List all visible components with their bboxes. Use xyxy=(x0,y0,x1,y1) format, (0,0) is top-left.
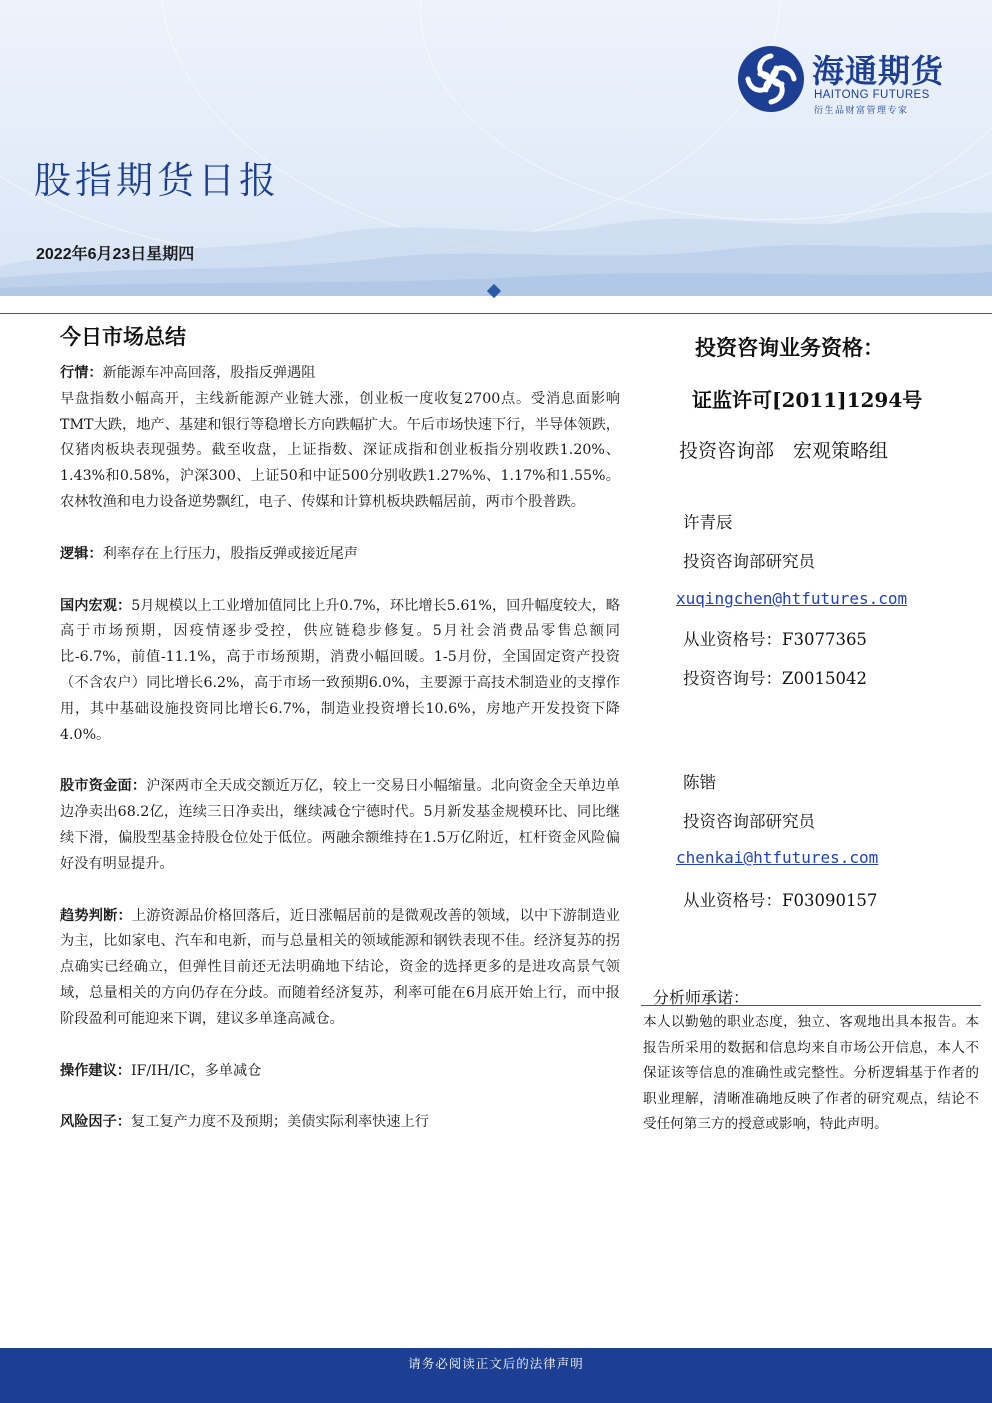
analyst-certificate: 从业资格号：F3077365 xyxy=(683,630,867,649)
paragraph-body: 上游资源品价格回落后，近日涨幅居前的是微观改善的领域，以中下游制造业为主，比如家电、汽车和电新，而与总量相关的领域能源和钢铁表现不佳。经济复苏的拐点确实已经确立，但弹性目前还无法明确地下结论，资金的选择更多的是进攻高景气领域，总量相关的方向仍存在分歧。而随着经济复苏，利率可能在6月底开始上行，而中报阶段盈利可能迎来下调，建议多单逢高减仓。 xyxy=(60,907,620,1027)
logo-chinese-name: 海通期货 xyxy=(812,52,945,90)
paragraph-body: 复工复产力度不及预期；美债实际利率快速上行 xyxy=(130,1114,429,1131)
analyst-role: 投资咨询部研究员 xyxy=(683,812,815,831)
analyst-name: 许青辰 xyxy=(683,513,733,532)
analyst-consult-number: 投资咨询号：Z0015042 xyxy=(683,669,867,688)
summary-paragraph-trend xyxy=(60,904,620,1033)
qualification-title: 投资咨询业务资格： xyxy=(695,335,884,360)
report-header xyxy=(0,0,992,296)
summary-paragraph-macro xyxy=(60,594,620,749)
report-date: 2022年6月23日星期四 xyxy=(36,246,195,263)
logo-swirl-icon xyxy=(738,46,804,112)
summary-paragraph-logic xyxy=(60,542,620,568)
report-title: 股指期货日报 xyxy=(34,159,280,202)
paragraph-body: 5月规模以上工业增加值同比上升0.7%，环比增长5.61%，回升幅度较大，略高于市场预期，因疫情逐步受控，供应链稳步修复。5月社会消费品零售总额同比-6.7%，前值-11.1%，高于市场预期，消费小幅回暖。1-5月份，全国固定资产投资（不含农户）同比增长6.2%，高于市场一致预期6.0%，主要源于高技术制造业的支撑作用，其中基础设施投资同比增长6.7%，制造业投资增长10.6%，房地产开发投资下降4.0%。 xyxy=(60,597,620,743)
analyst-name: 陈锴 xyxy=(683,773,716,792)
analyst-email-link[interactable]: xuqingchen@htfutures.com xyxy=(676,589,908,608)
paragraph-body: IF/IH/IC，多单减仓 xyxy=(130,1062,262,1079)
analyst-promise-title: 分析师承诺： xyxy=(653,988,750,1007)
paragraph-label: 操作建议： xyxy=(60,1062,131,1079)
market-summary xyxy=(60,318,620,1156)
paragraph-headline: 新能源车冲高回落，股指反弹遇阻 xyxy=(102,365,316,381)
header-divider xyxy=(0,313,992,314)
paragraph-label: 风险因子： xyxy=(60,1114,131,1131)
paragraph-body: 沪深两市全天成交额近万亿，较上一交易日小幅缩量。北向资金全天单边单边净卖出68.2亿，连续三日净卖出，继续减仓宁德时代。5月新发基金规模环比、同比继续下滑，偏股型基金持股仓位处于低位。两融余额维持在1.5万亿附近，杠杆资金风险偏好没有明显提升。 xyxy=(60,778,620,872)
section-title: 今日市场总结 xyxy=(60,324,186,349)
summary-paragraph-funds xyxy=(60,774,620,877)
paragraph-label: 行情： xyxy=(60,365,103,381)
analyst-certificate: 从业资格号：F03090157 xyxy=(683,891,878,910)
paragraph-body: 利率存在上行压力，股指反弹或接近尾声 xyxy=(102,545,358,562)
department-name: 投资咨询部 宏观策略组 xyxy=(679,440,889,462)
analyst-role: 投资咨询部研究员 xyxy=(683,552,815,571)
company-logo xyxy=(738,42,968,118)
paragraph-label: 股市资金面： xyxy=(60,778,147,795)
paragraph-body: 早盘指数小幅高开，主线新能源产业链大涨，创业板一度收复2700点。受消息面影响TMT大跌，地产、基建和银行等稳增长方向跌幅扩大。午后市场快速下行，半导体领跌，仅猪肉板块表现强势。截至收盘，上证指数、深证成指和创业板指分别收跌1.20%、1.43%和0.58%，沪深300、上证50和中证500分别收跌1.27%%、1.17%和1.55%。农林牧渔和电力设备逆势飘红，电子、传媒和计算机板块跌幅居前，两市个股普跌。 xyxy=(60,390,620,510)
analyst-email-link[interactable]: chenkai@htfutures.com xyxy=(676,848,879,867)
paragraph-label: 逻辑： xyxy=(60,545,103,562)
footer-legal-notice: 请务必阅读正文后的法律声明 xyxy=(408,1356,584,1371)
summary-paragraph-risk xyxy=(60,1110,620,1136)
promise-divider xyxy=(641,1005,981,1006)
logo-english-name: HAITONG FUTURES xyxy=(814,89,930,101)
logo-tagline: 衍生品财富管理专家 xyxy=(814,106,909,116)
paragraph-label: 趋势判断： xyxy=(60,907,132,924)
summary-paragraph-advice xyxy=(60,1059,620,1085)
qualification-license: 证监许可[2011]1294号 xyxy=(692,388,923,412)
analyst-promise-text: 本人以勤勉的职业态度，独立、客观地出具本报告。本报告所采用的数据和信息均来自市场公开信息，本人不保证该等信息的准确性或完整性。分析逻辑基于作者的职业理解，清晰准确地反映了作者的研究观点，结论不受任何第三方的授意或影响，特此声明。 xyxy=(643,1014,979,1132)
paragraph-label: 国内宏观： xyxy=(60,597,132,614)
summary-paragraph-market xyxy=(60,361,620,516)
